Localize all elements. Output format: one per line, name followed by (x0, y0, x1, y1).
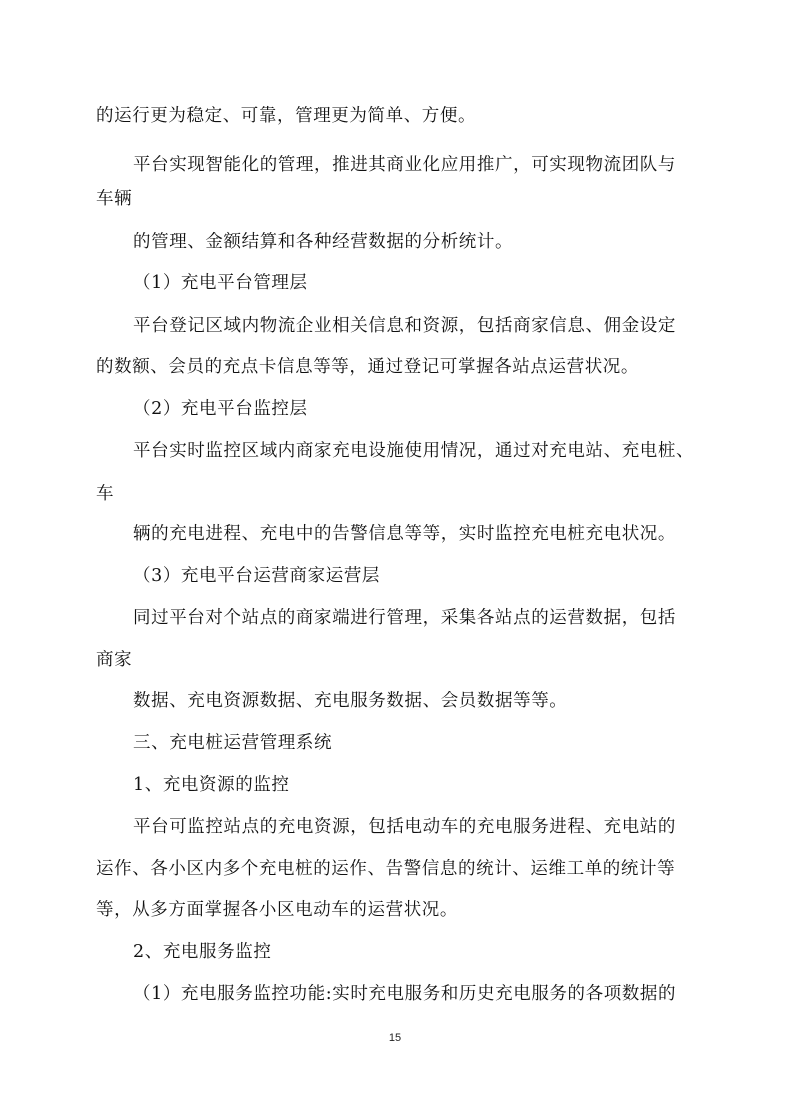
text-line-14: 商家 (96, 650, 133, 670)
text-line-10: 车 (96, 484, 115, 504)
section-heading-3: （3）充电平台运营商家运营层 (133, 566, 381, 586)
text-line-13: 同过平台对个站点的商家端进行管理，采集各站点的运营数据，包括 (133, 608, 676, 628)
text-line-22: （1）充电服务监控功能:实时充电服务和历史充电服务的各项数据的 (133, 984, 677, 1004)
subsection-heading-2: 2、充电服务监控 (133, 942, 272, 962)
text-line-4: 的管理、金额结算和各种经营数据的分析统计。 (133, 232, 514, 252)
section-heading-2: （2）充电平台监控层 (133, 399, 308, 419)
text-line-9: 平台实时监控区域内商家充电设施使用情况，通过对充电站、充电桩、 (133, 441, 695, 461)
text-line-20: 等，从多方面掌握各小区电动车的运营状况。 (96, 900, 458, 920)
page-number: 15 (388, 1032, 402, 1044)
chapter-heading: 三、充电桩运营管理系统 (133, 733, 333, 753)
text-line-7: 的数额、会员的充点卡信息等等，通过登记可掌握各站点运营状况。 (96, 357, 639, 377)
text-line-15: 数据、充电资源数据、充电服务数据、会员数据等等。 (133, 691, 568, 711)
text-line-2: 平台实现智能化的管理，推进其商业化应用推广，可实现物流团队与 (133, 155, 676, 175)
subsection-heading-1: 1、充电资源的监控 (133, 775, 290, 795)
section-heading-1: （1）充电平台管理层 (133, 273, 308, 293)
text-line-11: 辆的充电进程、充电中的告警信息等等，实时监控充电桩充电状况。 (133, 524, 676, 544)
text-line-3: 车辆 (96, 189, 133, 209)
text-line-6: 平台登记区域内物流企业相关信息和资源，包括商家信息、佣金设定 (133, 316, 676, 336)
text-line-1: 的运行更为稳定、可靠，管理更为简单、方便。 (96, 106, 477, 126)
text-line-18: 平台可监控站点的充电资源，包括电动车的充电服务进程、充电站的 (133, 817, 676, 837)
text-line-19: 运作、各小区内多个充电桩的运作、告警信息的统计、运维工单的统计等 (96, 859, 676, 879)
